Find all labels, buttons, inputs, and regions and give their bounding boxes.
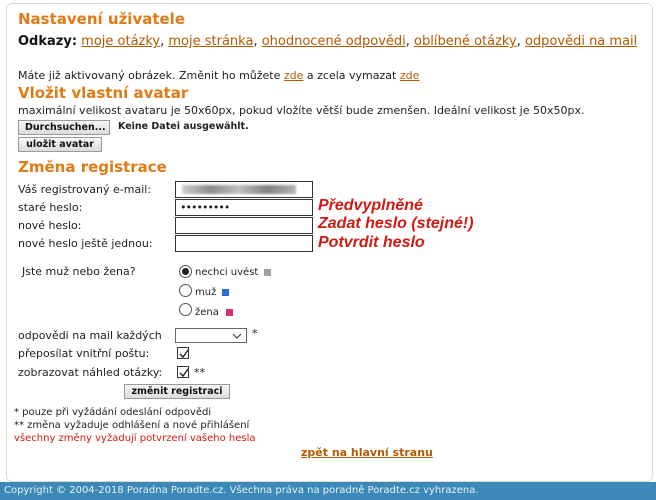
link-my-questions[interactable]: moje otázky (81, 34, 161, 49)
annotation-enter-password: Zadat heslo (stejné!) (318, 215, 474, 232)
annotation-prefilled: Předvyplněné (318, 197, 423, 214)
gender-radio-male[interactable] (179, 284, 192, 297)
note-asterisk-1: * pouze při vyžádání odeslání odpovědi (14, 407, 212, 418)
new-password-label: nové heslo: (18, 219, 82, 232)
gender-label-female: žena (195, 307, 219, 318)
preview-asterisks: ** (194, 366, 205, 379)
gender-question: Jste muž nebo žena? (22, 265, 136, 278)
unspecified-color-icon (264, 269, 271, 276)
mail-interval-label: odpovědi na mail každých (18, 329, 162, 342)
save-avatar-button[interactable]: uložit avatar (18, 137, 102, 152)
new-password-again-field[interactable] (175, 235, 313, 252)
change-avatar-link[interactable]: zde (283, 69, 304, 82)
link-rated-answers[interactable]: ohodnocené odpovědi (261, 34, 406, 49)
chevron-down-icon (232, 332, 242, 340)
check-icon (178, 367, 190, 379)
new-password-again-label: nové heslo ještě jednou: (18, 237, 153, 250)
annotation-confirm-password: Potvrdit heslo (318, 234, 425, 251)
registration-section-title: Změna registrace (18, 158, 167, 176)
delete-avatar-link[interactable]: zde (399, 69, 420, 82)
avatar-section-title: Vložit vlastní avatar (18, 84, 189, 102)
file-status: Keine Datei ausgewählt. (118, 121, 249, 132)
footer: Copyright © 2004-2018 Poradna Poradte.cz. Všechna práva na poradně Poradte.cz vyhrazena. (0, 482, 656, 500)
old-password-dots: ••••••••• (180, 201, 230, 214)
old-password-label: staré heslo: (18, 201, 83, 214)
avatar-size-info: maximální velikost avataru je 50x60px, pokud vložíte větší bude zmenšen. Ideální velikost je 50x50px. (18, 104, 585, 117)
change-registration-button[interactable]: změnit registraci (124, 384, 230, 399)
gender-radio-unspecified[interactable] (179, 265, 192, 278)
mail-interval-asterisk: * (252, 327, 258, 340)
email-blurred-value (182, 185, 296, 194)
new-password-field[interactable] (175, 217, 313, 234)
password-warning: všechny změny vyžadují potvrzení vašeho hesla (14, 433, 256, 444)
avatar-note-text: Máte již aktivovaný obrázek. Změnit ho můžete (18, 69, 281, 82)
links-label: Odkazy: (18, 34, 78, 49)
gender-label-male: muž (195, 287, 217, 298)
email-label: Váš registrovaný e-mail: (18, 183, 152, 196)
mail-interval-select[interactable] (175, 328, 247, 343)
link-answers-by-mail[interactable]: odpovědi na mail (524, 34, 638, 49)
note-asterisk-2: ** změna vyžaduje odhlášení a nové přihlášení (14, 420, 250, 431)
check-icon (178, 348, 190, 360)
preview-checkbox[interactable] (177, 366, 189, 378)
links-bar: Odkazy: moje otázky, moje stránka, ohodnocené odpovědi, oblíbené otázky, odpovědi na mail (18, 34, 638, 49)
male-color-icon (222, 289, 229, 296)
avatar-active-note (18, 69, 419, 82)
link-favorite-questions[interactable]: oblíbené otázky (414, 34, 517, 49)
link-my-page[interactable]: moje stránka (168, 34, 254, 49)
email-field[interactable] (175, 181, 313, 198)
preview-label: zobrazovat náhled otázky: (18, 366, 163, 379)
avatar-note-text-2: a zcela vymazat (306, 69, 397, 82)
back-to-home-link[interactable]: zpět na hlavní stranu (301, 446, 433, 459)
old-password-field[interactable] (175, 199, 313, 216)
browse-button[interactable]: Durchsuchen... (18, 120, 110, 135)
gender-label-unspecified: nechci uvést (195, 267, 259, 278)
gender-radio-female[interactable] (179, 303, 192, 316)
forward-mail-checkbox[interactable] (177, 347, 189, 359)
page-title: Nastavení uživatele (18, 10, 185, 28)
forward-mail-label: přeposílat vnitřní poštu: (18, 347, 150, 360)
female-color-icon (226, 309, 233, 316)
